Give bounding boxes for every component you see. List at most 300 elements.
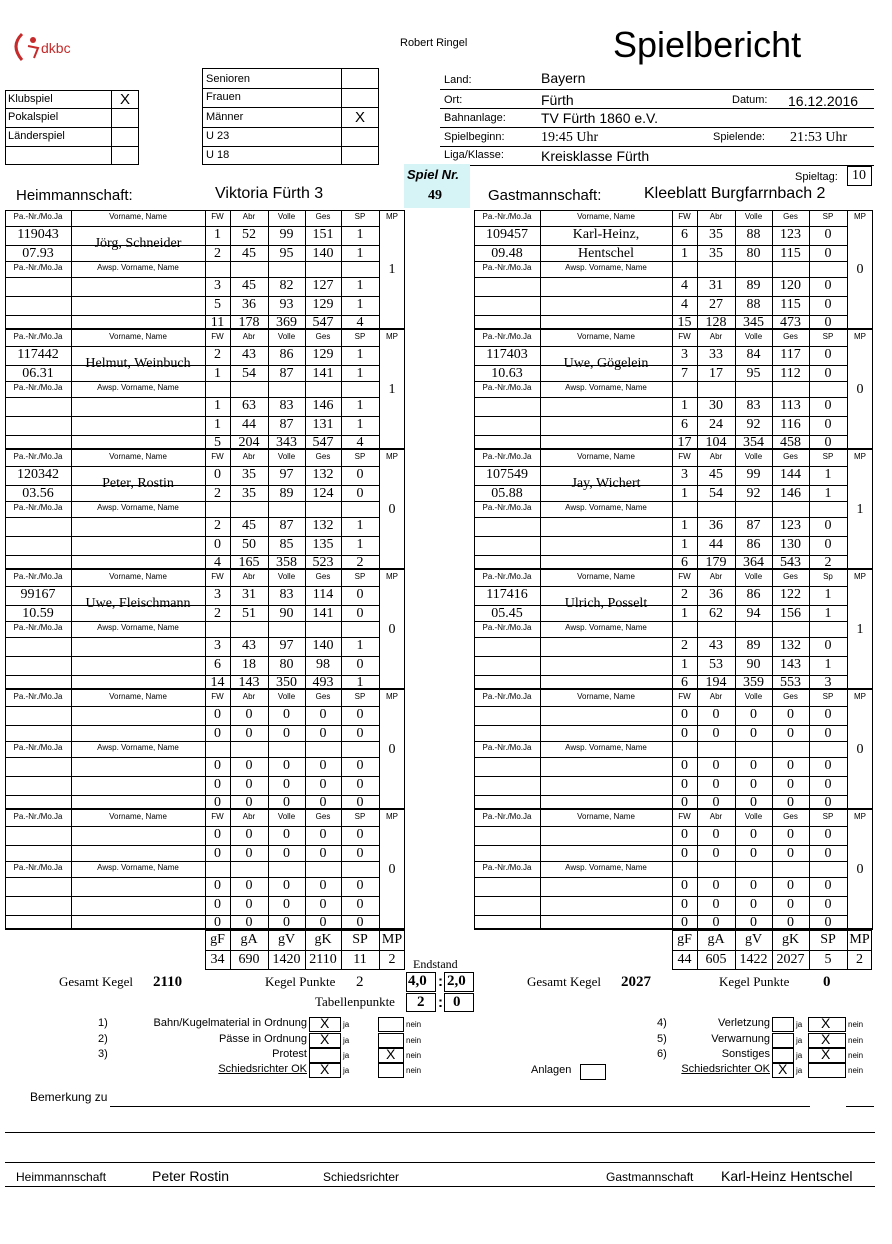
header-awsp-name: Awsp. Vorname, Name — [565, 383, 647, 392]
score-cell: 0 — [356, 878, 364, 893]
score-cell: 92 — [746, 417, 761, 432]
header-mp: MP — [854, 812, 866, 821]
check-ja: ja — [796, 1036, 803, 1045]
header-pass: Pa.-Nr./Mo.Ja — [13, 212, 63, 221]
player-name: Helmut, Weinbuch — [85, 356, 191, 371]
score-cell: 1 — [681, 606, 688, 621]
score-cell: 0 — [712, 827, 720, 842]
check-nein: nein — [848, 1051, 864, 1060]
score-cell: 0 — [750, 726, 757, 741]
score-cell: 87 — [746, 518, 761, 533]
total-cell: 0 — [319, 795, 327, 810]
player-mp: 1 — [388, 262, 396, 277]
score-cell: 0 — [824, 758, 832, 773]
total-cell: 553 — [780, 675, 801, 690]
score-cell: 1 — [824, 486, 832, 501]
player-year: 10.63 — [491, 366, 523, 381]
score-cell: 0 — [824, 398, 832, 413]
score-cell: 1 — [356, 297, 364, 312]
check-mark[interactable]: X — [320, 1061, 330, 1077]
score-cell: 92 — [746, 486, 761, 501]
header-awsp-name: Awsp. Vorname, Name — [565, 863, 647, 872]
score-cell: 45 — [242, 246, 256, 261]
score-cell: 1 — [214, 227, 221, 242]
guest-kp-label: Kegel Punkte — [719, 974, 790, 989]
player-name: Jörg, Schneider — [94, 236, 182, 251]
score-cell: 36 — [709, 587, 723, 602]
header-mp: MP — [386, 812, 398, 821]
score-cell: 130 — [780, 537, 801, 552]
header-pass: Pa.-Nr./Mo.Ja — [13, 692, 63, 701]
totals-value: 690 — [238, 952, 260, 967]
score-cell: 0 — [787, 707, 794, 722]
player-mp: 0 — [388, 862, 396, 877]
player-mp: 1 — [856, 502, 864, 517]
guest-team-name: Kleeblatt Burgfarrnbach 2 — [644, 185, 826, 202]
totals-header: gV — [744, 932, 763, 947]
score-cell: 114 — [312, 587, 334, 602]
total-cell: 458 — [780, 435, 801, 450]
check-nein: nein — [848, 1066, 864, 1075]
score-cell: 0 — [787, 878, 794, 893]
header-fw: FW — [211, 692, 224, 701]
liga-value: Kreisklasse Fürth — [541, 148, 650, 164]
totals-header: SP — [820, 932, 836, 947]
header-name: Vorname, Name — [109, 692, 167, 701]
score-cell: 27 — [709, 297, 723, 312]
header-awsp-name: Awsp. Vorname, Name — [565, 263, 647, 272]
score-cell: 0 — [356, 726, 364, 741]
header-sp: SP — [354, 812, 366, 821]
header-ges: Ges — [315, 692, 331, 701]
header-awsp-pass: Pa.-Nr./Mo.Ja — [482, 863, 532, 872]
header-sp: SP — [822, 692, 834, 701]
score-cell: 0 — [681, 878, 688, 893]
score-cell: 0 — [283, 758, 290, 773]
score-cell: 0 — [787, 758, 794, 773]
player-mp: 0 — [856, 382, 864, 397]
score-cell: 3 — [681, 347, 688, 362]
header-awsp-name: Awsp. Vorname, Name — [565, 503, 647, 512]
score-cell: 0 — [681, 827, 688, 842]
header-awsp-pass: Pa.-Nr./Mo.Ja — [482, 743, 532, 752]
totals-value: 2 — [388, 952, 396, 967]
score-cell: 144 — [780, 467, 801, 482]
score-cell: 0 — [245, 827, 253, 842]
ort-label: Ort: — [444, 94, 463, 106]
header-volle: Volle — [277, 572, 296, 581]
player-name-2: Hentschel — [578, 246, 634, 261]
player-pass: 117416 — [486, 587, 528, 602]
score-cell: 87 — [279, 518, 294, 533]
header-volle: Volle — [277, 212, 296, 221]
score-cell: 0 — [283, 777, 290, 792]
total-cell: 343 — [276, 435, 297, 450]
check-ja-box[interactable] — [772, 1017, 794, 1032]
total-cell: 179 — [705, 555, 727, 570]
score-cell: 88 — [746, 297, 761, 312]
total-cell: 3 — [824, 675, 832, 690]
player-mp: 0 — [856, 742, 864, 757]
land-value: Bayern — [541, 70, 586, 86]
total-cell: 369 — [276, 315, 297, 330]
score-cell: 156 — [780, 606, 801, 621]
header-awsp-pass: Pa.-Nr./Mo.Ja — [13, 743, 63, 752]
score-cell: 0 — [681, 707, 688, 722]
score-cell: 36 — [242, 297, 256, 312]
total-cell: 15 — [677, 315, 692, 330]
total-cell: 0 — [245, 915, 253, 930]
spiel-nr-label: Spiel Nr. — [407, 167, 460, 182]
score-cell: 93 — [279, 297, 294, 312]
score-cell: 0 — [319, 758, 327, 773]
score-cell: 33 — [709, 347, 723, 362]
header-sp: SP — [822, 812, 834, 821]
header-abr: Abr — [242, 452, 256, 461]
score-cell: 0 — [214, 878, 221, 893]
class-u18: U 18 — [206, 149, 230, 161]
score-cell: 0 — [245, 878, 253, 893]
header-sp: SP — [354, 332, 366, 341]
total-cell: 523 — [312, 555, 334, 570]
score-cell: 62 — [709, 606, 723, 621]
header-ges: Ges — [783, 452, 798, 461]
score-cell: 0 — [681, 897, 688, 912]
score-cell: 0 — [214, 846, 221, 861]
total-cell: 0 — [787, 795, 794, 810]
score-cell: 0 — [750, 897, 757, 912]
header-name: Vorname, Name — [109, 812, 167, 821]
header-pass: Pa.-Nr./Mo.Ja — [13, 452, 63, 461]
score-cell: 0 — [750, 827, 757, 842]
totals-value: 11 — [353, 952, 367, 967]
score-cell: 0 — [356, 777, 364, 792]
totals-header: gA — [240, 932, 258, 947]
total-cell: 4 — [356, 315, 364, 330]
report-person: Robert Ringel — [400, 37, 468, 49]
score-cell: 146 — [780, 486, 801, 501]
score-cell: 116 — [780, 417, 801, 432]
header-ges: Ges — [315, 452, 331, 461]
score-cell: 132 — [312, 467, 334, 482]
total-cell: 345 — [743, 315, 764, 330]
type-pokalspiel: Pokalspiel — [8, 111, 59, 123]
header-name: Vorname, Name — [109, 452, 167, 461]
player-pass: 120342 — [17, 467, 59, 482]
check-mark[interactable]: X — [386, 1046, 396, 1062]
footer-heim-name[interactable]: Peter Rostin — [152, 1168, 230, 1184]
score-cell: 3 — [214, 587, 221, 602]
anlagen-box[interactable] — [580, 1064, 606, 1080]
score-cell: 0 — [824, 227, 832, 242]
header-sp: SP — [354, 212, 366, 221]
score-cell: 132 — [780, 638, 801, 653]
header-volle: Volle — [277, 812, 296, 821]
score-cell: 2 — [214, 606, 221, 621]
score-cell: 143 — [780, 657, 801, 672]
score-cell: 1 — [681, 518, 688, 533]
check-num: 5) — [657, 1033, 667, 1045]
score-cell: 115 — [780, 297, 801, 312]
totals-header: MP — [381, 932, 403, 947]
check-num: 3) — [98, 1048, 108, 1060]
header-pass: Pa.-Nr./Mo.Ja — [482, 812, 532, 821]
score-cell: 122 — [780, 587, 801, 602]
header-fw: FW — [678, 572, 691, 581]
score-cell: 30 — [709, 398, 723, 413]
score-cell: 1 — [681, 537, 688, 552]
score-cell: 5 — [214, 297, 221, 312]
score-cell: 1 — [356, 366, 364, 381]
total-cell: 493 — [312, 675, 334, 690]
score-cell: 1 — [356, 246, 364, 261]
header-awsp-pass: Pa.-Nr./Mo.Ja — [482, 623, 532, 632]
header-awsp-name: Awsp. Vorname, Name — [565, 623, 647, 632]
total-cell: 6 — [681, 555, 688, 570]
header-awsp-pass: Pa.-Nr./Mo.Ja — [13, 623, 63, 632]
total-cell: 4 — [356, 435, 364, 450]
player-pass: 107549 — [486, 467, 528, 482]
total-cell: 0 — [214, 795, 221, 810]
header-volle: Volle — [744, 812, 763, 821]
score-cell: 127 — [312, 278, 334, 293]
score-cell: 1 — [681, 398, 688, 413]
header-ges: Ges — [783, 812, 798, 821]
header-fw: FW — [211, 452, 224, 461]
class-frauen: Frauen — [206, 91, 241, 103]
totals-value: 605 — [705, 952, 727, 967]
header-abr: Abr — [709, 452, 723, 461]
totals-value: 1422 — [739, 952, 768, 967]
header-awsp-name: Awsp. Vorname, Name — [97, 263, 179, 272]
score-cell: 87 — [279, 366, 294, 381]
total-cell: 0 — [245, 795, 253, 810]
header-fw: FW — [211, 572, 224, 581]
score-cell: 0 — [319, 897, 327, 912]
header-sp_alt: Sp — [823, 572, 833, 581]
header-pass: Pa.-Nr./Mo.Ja — [482, 572, 532, 581]
check-mark[interactable]: X — [821, 1015, 831, 1031]
score-cell: 0 — [319, 777, 327, 792]
score-cell: 1 — [356, 347, 364, 362]
bahnanlage-label: Bahnanlage: — [444, 112, 506, 124]
header-volle: Volle — [744, 692, 763, 701]
score-cell: 0 — [824, 347, 832, 362]
score-cell: 2 — [214, 347, 221, 362]
spielbeginn-value: 19:45 Uhr — [541, 130, 599, 145]
score-cell: 132 — [312, 518, 334, 533]
score-cell: 0 — [214, 467, 221, 482]
score-cell: 0 — [283, 827, 290, 842]
totals-value: 44 — [677, 952, 692, 967]
total-cell: 165 — [238, 555, 260, 570]
type-klubspiel-mark[interactable]: X — [120, 91, 131, 108]
score-cell: 87 — [279, 417, 294, 432]
check-mark[interactable]: X — [320, 1031, 330, 1047]
score-cell: 0 — [787, 897, 794, 912]
header-name: Vorname, Name — [109, 572, 167, 581]
score-cell: 0 — [356, 758, 364, 773]
score-cell: 0 — [245, 897, 253, 912]
score-cell: 0 — [245, 777, 253, 792]
score-cell: 99 — [746, 467, 761, 482]
total-cell: 143 — [238, 675, 260, 690]
ort-value: Fürth — [541, 92, 574, 108]
header-pass: Pa.-Nr./Mo.Ja — [482, 332, 532, 341]
check-num: 4) — [657, 1017, 667, 1029]
total-cell: 0 — [283, 915, 290, 930]
total-cell: 547 — [312, 315, 334, 330]
score-cell: 131 — [312, 417, 334, 432]
check-nein-box[interactable] — [378, 1063, 404, 1078]
home-gesamt-label: Gesamt Kegel — [59, 974, 134, 989]
check-nein: nein — [848, 1036, 864, 1045]
header-name: Vorname, Name — [577, 452, 635, 461]
total-cell: 0 — [824, 795, 832, 810]
check-mark[interactable]: X — [778, 1061, 788, 1077]
player-pass: 119043 — [17, 227, 59, 242]
page-title: Spielbericht — [613, 24, 802, 65]
score-cell: 0 — [283, 846, 290, 861]
score-cell: 0 — [283, 726, 290, 741]
check-ja: ja — [796, 1020, 803, 1029]
check-ja-box[interactable] — [772, 1033, 794, 1048]
header-mp: MP — [854, 212, 866, 221]
check-mark[interactable]: X — [320, 1015, 330, 1031]
score-cell: 86 — [746, 587, 761, 602]
score-cell: 0 — [356, 486, 364, 501]
check-nein-box[interactable] — [808, 1063, 846, 1078]
footer-gast-name[interactable]: Karl-Heinz Hentschel — [721, 1168, 853, 1184]
footer-heim-label: Heimmannschaft — [16, 1170, 107, 1184]
header-fw: FW — [678, 812, 691, 821]
score-cell: 36 — [709, 518, 723, 533]
score-cell: 35 — [242, 467, 256, 482]
spielende-value: 21:53 Uhr — [790, 130, 848, 145]
score-cell: 1 — [356, 398, 364, 413]
player-year: 05.88 — [491, 486, 523, 501]
score-cell: 140 — [312, 638, 334, 653]
score-cell: 0 — [824, 897, 832, 912]
score-cell: 86 — [746, 537, 761, 552]
total-cell: 128 — [705, 315, 727, 330]
header-awsp-pass: Pa.-Nr./Mo.Ja — [482, 383, 532, 392]
score-cell: 0 — [283, 878, 290, 893]
header-fw: FW — [678, 212, 691, 221]
score-cell: 43 — [709, 638, 723, 653]
score-cell: 0 — [319, 726, 327, 741]
score-cell: 0 — [824, 518, 832, 533]
score-cell: 6 — [681, 227, 688, 242]
total-cell: 2 — [824, 555, 832, 570]
score-cell: 0 — [824, 297, 832, 312]
check-num: 6) — [657, 1048, 667, 1060]
score-cell: 51 — [242, 606, 256, 621]
score-cell: 83 — [746, 398, 761, 413]
header-mp: MP — [854, 692, 866, 701]
total-cell: 6 — [681, 675, 688, 690]
home-gesamt-value: 2110 — [153, 974, 183, 990]
score-cell: 45 — [242, 278, 256, 293]
type-laenderspiel: Länderspiel — [8, 130, 65, 142]
player-name: Ulrich, Posselt — [564, 596, 648, 611]
header-ges: Ges — [783, 692, 798, 701]
score-cell: 0 — [283, 707, 290, 722]
header-pass: Pa.-Nr./Mo.Ja — [482, 212, 532, 221]
total-cell: 104 — [705, 435, 727, 450]
type-klubspiel: Klubspiel — [8, 93, 53, 105]
score-cell: 17 — [709, 366, 723, 381]
score-cell: 18 — [242, 657, 256, 672]
score-cell: 0 — [681, 758, 688, 773]
totals-value: 5 — [824, 952, 832, 967]
check-label: Verwarnung — [711, 1033, 770, 1045]
total-cell: 194 — [705, 675, 727, 690]
score-cell: 1 — [681, 486, 688, 501]
header-pass: Pa.-Nr./Mo.Ja — [13, 812, 63, 821]
player-mp: 1 — [856, 622, 864, 637]
score-cell: 1 — [824, 467, 832, 482]
totals-header: gK — [781, 932, 800, 947]
score-cell: 4 — [681, 278, 688, 293]
check-label: Bahn/Kugelmaterial in Ordnung — [153, 1017, 307, 1029]
score-cell: 86 — [279, 347, 294, 362]
check-mark[interactable]: X — [821, 1031, 831, 1047]
totals-value: 1420 — [272, 952, 301, 967]
totals-header: gV — [277, 932, 296, 947]
totals-header: gK — [314, 932, 332, 947]
total-cell: 2 — [356, 555, 364, 570]
check-ja: ja — [343, 1051, 350, 1060]
score-cell: 1 — [214, 417, 221, 432]
footer-gast-label: Gastmannschaft — [606, 1170, 694, 1184]
score-cell: 1 — [824, 606, 832, 621]
score-cell: 0 — [712, 846, 720, 861]
score-cell: 52 — [242, 227, 256, 242]
header-volle: Volle — [744, 332, 763, 341]
check-label: Sonstiges — [721, 1048, 770, 1060]
header-mp: MP — [854, 332, 866, 341]
header-sp: SP — [822, 452, 834, 461]
home-kp-value: 2 — [356, 974, 364, 990]
score-cell: 1 — [356, 638, 364, 653]
total-cell: 0 — [824, 915, 832, 930]
header-awsp-name: Awsp. Vorname, Name — [97, 383, 179, 392]
check-nein-box[interactable] — [378, 1017, 404, 1032]
check-mark[interactable]: X — [821, 1046, 831, 1062]
score-cell: 2 — [214, 246, 221, 261]
score-cell: 0 — [787, 846, 794, 861]
score-cell: 129 — [312, 347, 334, 362]
class-maenner-mark[interactable]: X — [355, 109, 366, 126]
score-cell: 0 — [787, 726, 794, 741]
score-cell: 0 — [356, 827, 364, 842]
header-ges: Ges — [315, 332, 331, 341]
score-cell: 90 — [746, 657, 761, 672]
score-cell: 1 — [681, 657, 688, 672]
player-year: 09.48 — [491, 246, 523, 261]
total-cell: 0 — [750, 915, 757, 930]
header-ges: Ges — [315, 812, 331, 821]
score-cell: 0 — [319, 827, 327, 842]
check-nein: nein — [406, 1020, 422, 1029]
total-cell: 364 — [743, 555, 764, 570]
score-cell: 45 — [242, 518, 256, 533]
header-abr: Abr — [709, 692, 723, 701]
totals-value: 2110 — [309, 952, 337, 967]
score-cell: 120 — [780, 278, 801, 293]
score-cell: 44 — [242, 417, 256, 432]
